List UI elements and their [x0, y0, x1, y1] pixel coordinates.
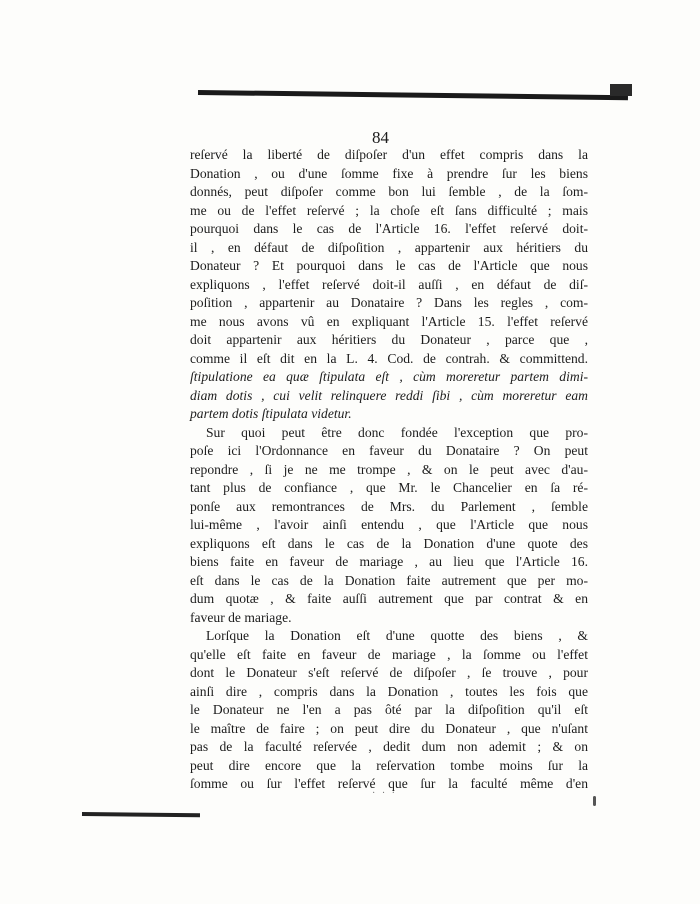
- text-line-latin: partem dotis ſtipulata videtur.: [190, 406, 352, 421]
- text-line: poſition , appartenir au Donataire ? Dans les regles , com-: [190, 295, 588, 310]
- text-line: me nous avons vû en expliquant l'Article 15. l'effet reſervé: [190, 313, 588, 329]
- text-line: donnés, peut diſpoſer comme bon lui ſemble , de la ſom-: [190, 184, 588, 199]
- text-line: tant plus de confiance , que Mr. le Chancelier en ſa ré-: [190, 480, 588, 495]
- text-line: le maître de faire ; on peut dire du Donateur , que n'uſant: [190, 720, 588, 736]
- text-line: Sur quoi peut être donc fondée l'exception que pro-: [206, 424, 588, 440]
- body-text: [190, 146, 588, 799]
- text-line-latin: diam dotis , cui velit relinquere reddi ſibi , cùm moreretur eam: [190, 387, 588, 403]
- text-line: Donation , ou d'une ſomme fixe à prendre ſur les biens: [190, 165, 588, 181]
- text-line: lui-même , l'avoir ainſi entendu , que l'Article que nous: [190, 517, 588, 532]
- text-line: ainſi dire , compris dans la Donation , toutes les fois que: [190, 683, 588, 699]
- ink-speck: [593, 796, 596, 806]
- text-line: Donateur ? Et pourquoi dans le cas de l'Article que nous: [190, 258, 588, 273]
- text-line: qu'elle eſt faite en faveur de mariage , la ſomme ou l'effet: [190, 646, 588, 662]
- text-line: expliquons eſt dans le cas de la Donation d'une quote des: [190, 535, 588, 551]
- top-rule: [198, 90, 628, 100]
- text-line: le Donateur ne l'en a pas ôté par la diſpoſition qu'il eſt: [190, 702, 588, 717]
- text-line: me ou de l'effet reſervé ; la choſe eſt ſans difficulté ; mais: [190, 202, 588, 218]
- page-number: 84: [372, 128, 389, 147]
- text-line: dont le Donateur s'eſt reſervé de diſpoſer , ſe trouve , pour: [190, 665, 588, 680]
- top-rule-edge: [610, 84, 632, 96]
- text-line: repondre , ſi je ne me trompe , & on le peut avec d'au-: [190, 461, 588, 477]
- bottom-rule: [82, 812, 200, 817]
- text-line: Lorſque la Donation eſt d'une quotte des biens , &: [206, 628, 588, 643]
- text-line: peut dire encore que la reſervation tombe moins ſur la: [190, 757, 588, 773]
- text-line: faveur de mariage.: [190, 609, 292, 625]
- ink-smudge: · · ·: [372, 788, 397, 799]
- text-line: ſomme ou ſur l'effet reſervé que ſur la faculté même d'en: [190, 776, 588, 791]
- text-line: comme il eſt dit en la L. 4. Cod. de contrah. & committend.: [190, 350, 588, 366]
- text-line-latin: ſtipulatione ea quæ ſtipulata eſt , cùm moreretur partem dimi-: [190, 369, 588, 384]
- text-line: reſervé la liberté de diſpoſer d'un effet compris dans la: [190, 147, 588, 162]
- text-line: pas de la faculté reſervée , dedit dum non ademit ; & on: [190, 739, 588, 754]
- text-line: biens faite en faveur de mariage , au lieu que l'Article 16.: [190, 554, 588, 569]
- text-line: eſt dans le cas de la Donation faite autrement que per mo-: [190, 572, 588, 588]
- text-line: pourquoi dans le cas de l'Article 16. l'effet reſervé doit-: [190, 221, 588, 236]
- text-line: expliquons , l'effet reſervé doit-il auſſi , en défaut de diſ-: [190, 276, 588, 292]
- text-line: poſe ici l'Ordonnance en faveur du Donataire ? On peut: [190, 443, 588, 458]
- text-line: doit appartenir aux héritiers du Donateur , parce que ,: [190, 332, 588, 347]
- text-line: il , en défaut de diſpoſition , appartenir aux héritiers du: [190, 239, 588, 255]
- text-line: dum quotæ , & faite auſſi autrement que par contrat & en: [190, 591, 588, 606]
- text-line: ponſe aux remontrances de Mrs. du Parlement , ſemble: [190, 498, 588, 514]
